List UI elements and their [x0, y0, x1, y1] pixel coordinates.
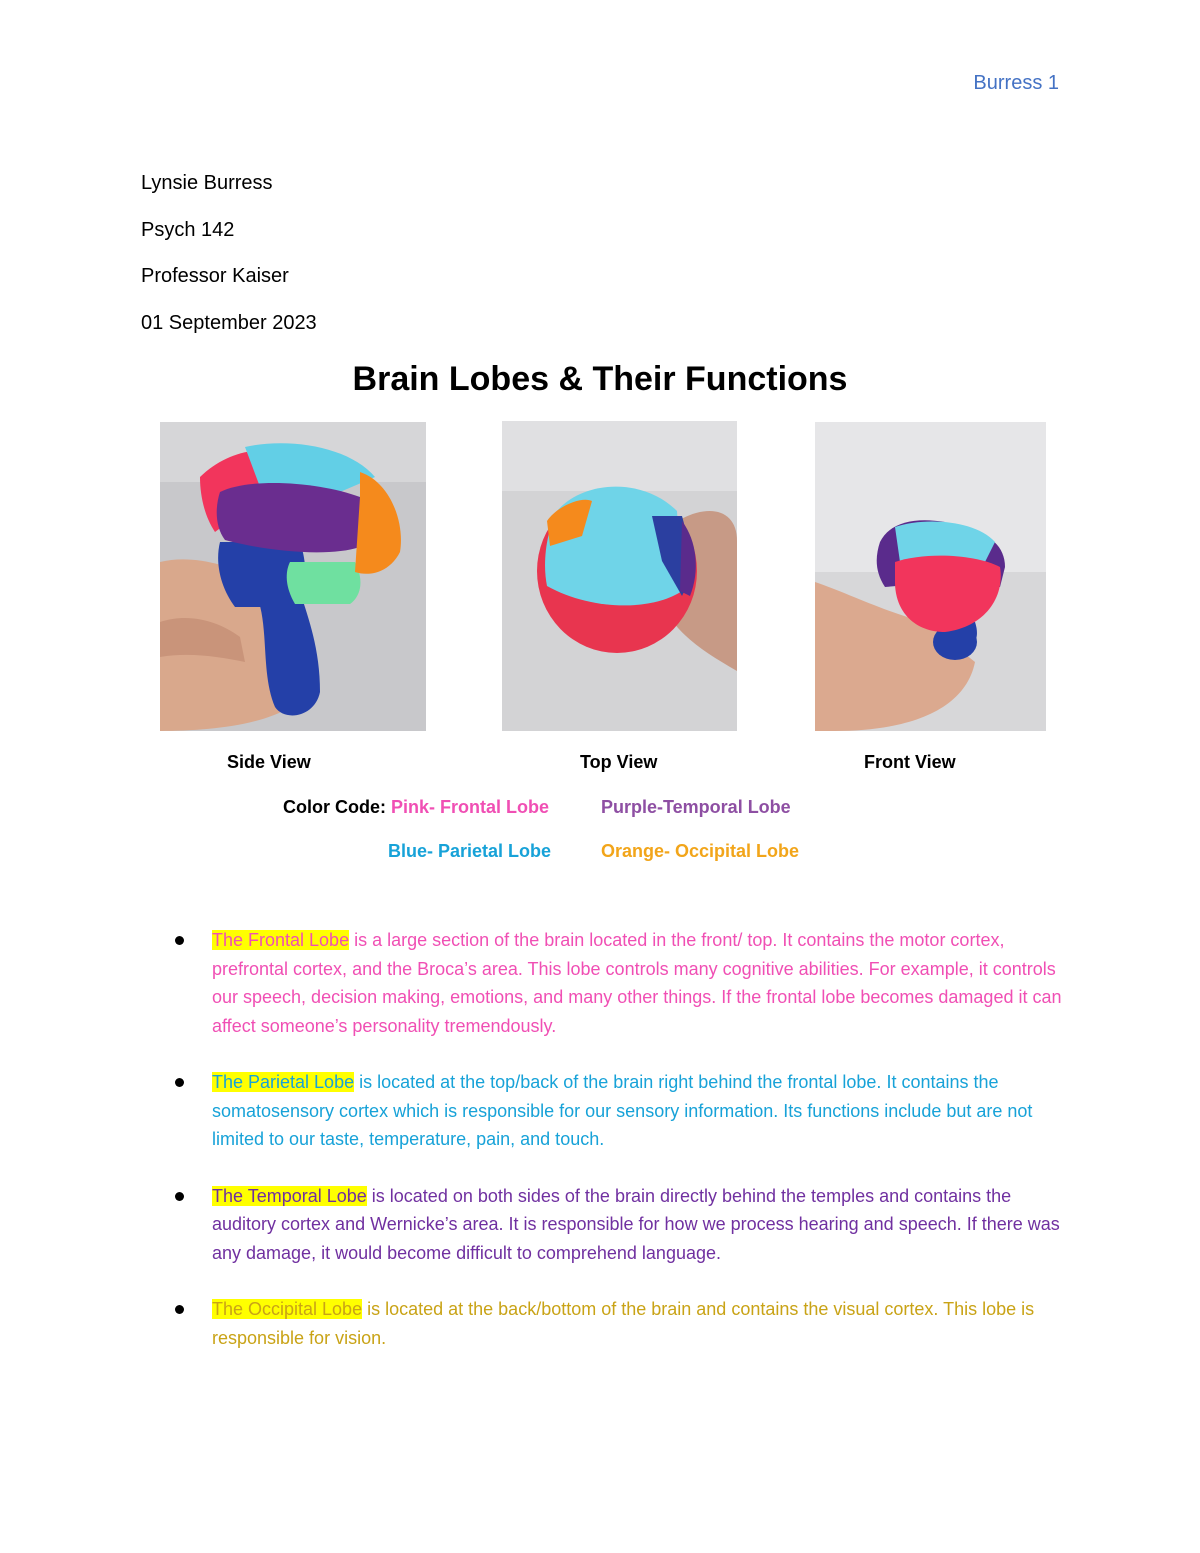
legend-pink: Pink- Frontal Lobe [391, 797, 550, 817]
front-view-photo [815, 422, 1046, 731]
caption-top-view: Top View [580, 752, 658, 772]
page-header: Burress 1 [973, 72, 1059, 94]
color-code-label: Color Code: [283, 797, 386, 817]
lobe-bullet-list [170, 926, 1070, 1380]
caption-front-view: Front View [864, 752, 956, 772]
text-temporal-lobe: is located on both sides of the brain directly behind the temples and contains the auditory cortex and Wernicke’s area. It is responsible for how we process hearing and speech. If there was any damage, it would become difficult to comprehend language. [212, 1185, 1060, 1263]
legend-purple: Purple-Temporal Lobe [601, 797, 791, 817]
legend-blue: Blue- Parietal Lobe [388, 841, 552, 861]
highlight-temporal-lobe: The Temporal Lobe [212, 1185, 367, 1206]
assignment-date: 01 September 2023 [141, 311, 317, 334]
bullet-dot-icon [175, 1192, 184, 1201]
highlight-frontal-lobe: The Frontal Lobe [212, 930, 350, 950]
bullet-dot-icon [175, 936, 184, 945]
bullet-temporal-lobe [170, 1182, 1070, 1268]
text-parietal-lobe: is located at the top/back of the brain right behind the frontal lobe. It contains the somatosensory cortex which is responsible for our sensory information. Its functions include but are not limited to our taste, temperature, pain, and touch. [212, 1072, 1033, 1149]
caption-side-view: Side View [227, 752, 311, 772]
bullet-parietal-lobe [170, 1068, 1070, 1154]
bullet-frontal-lobe [170, 926, 1070, 1040]
document-title: Brain Lobes & Their Functions [352, 360, 848, 398]
course-name: Psych 142 [141, 218, 235, 241]
text-occipital-lobe: is located at the back/bottom of the brain and contains the visual cortex. This lobe is responsible for vision. [212, 1299, 1035, 1348]
student-name: Lynsie Burress [141, 172, 273, 194]
legend-orange: Orange- Occipital Lobe [601, 841, 800, 861]
top-view-photo [502, 421, 737, 731]
text-frontal-lobe: is a large section of the brain located in the front/ top. It contains the motor cortex, prefrontal cortex, and the Broca’s area. This lobe controls many cognitive abilities. For example, it controls our speech, decision making, emotions, and many other things. If the frontal lobe becomes damaged it can affect someone’s personality tremendously. [212, 930, 1062, 1036]
side-view-photo [160, 422, 426, 731]
professor-name: Professor Kaiser [141, 265, 289, 287]
bullet-dot-icon [175, 1305, 184, 1314]
highlight-parietal-lobe: The Parietal Lobe [212, 1072, 355, 1092]
bullet-occipital-lobe [170, 1295, 1070, 1352]
student-heading [141, 170, 317, 356]
bullet-dot-icon [175, 1078, 184, 1087]
highlight-occipital-lobe: The Occipital Lobe [212, 1299, 363, 1319]
